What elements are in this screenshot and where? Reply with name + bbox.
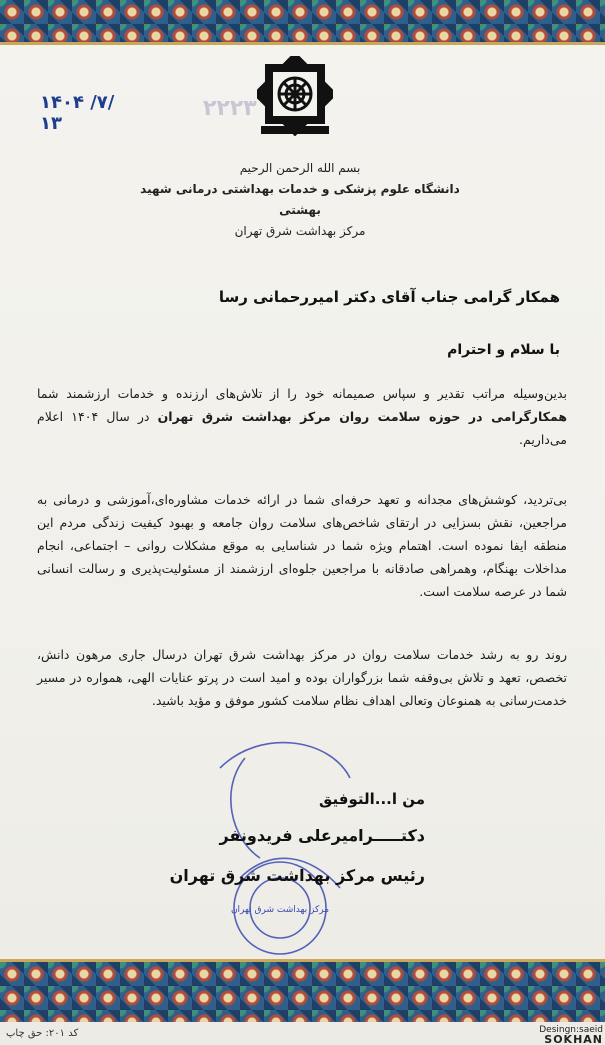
decorative-bottom-border xyxy=(0,962,605,1022)
paragraph-1-end: در سال ۱۴۰۴ اعلام می‌داریم. xyxy=(37,409,567,447)
decorative-top-border xyxy=(0,0,605,42)
letter-number-stamp: ۲۲۲۳ xyxy=(203,96,257,121)
greeting: با سلام و احترام xyxy=(447,342,560,358)
footer-code: کد ۲۰۱: حق چاپ xyxy=(6,1028,79,1039)
paragraph-1-start: بدین‌وسیله مراتب تقدیر و سپاس صمیمانه خود را از تلاش‌های ارزنده و خدمات ارزشمند شما xyxy=(37,386,567,401)
designer-credit: Desingn:saeid xyxy=(539,1025,603,1035)
signer-title: رئیس مرکز بهداشت شرق تهران xyxy=(169,866,425,885)
letter-date: ۱۴۰۴ /۷/ ۱۳ xyxy=(40,92,115,134)
letter-header xyxy=(120,158,480,242)
center-name: مرکز بهداشت شرق تهران xyxy=(234,224,366,238)
paragraph-2: بی‌تردید، کوشش‌های مجدانه و تعهد حرفه‌ای شما در ارائه خدمات مشاوره‌ای،آموزشی و درمانی به مراجعین، نقش بسزایی در ارتقای شاخص‌های سلامت روان جامعه و بهبود کیفیت زندگی مردم این منطقه ایفا نموده است. اهتمام ویژه شما در شناسایی به موقع مشکلات روانی – اجتماعی، انجام مداخلات بهنگام، وهمراهی صادقانه با مراجعین جلوه‌ای ارزشمند از مسئولیت‌پذیری و رسالت انسانی شما در عرصه سلامت است. xyxy=(37,492,567,599)
footer-designer xyxy=(539,1025,603,1045)
seal-text: مرکز بهداشت شرق تهران xyxy=(230,905,330,915)
paragraph-1-bold: همکارگرامی در حوزه سلامت روان مرکز بهداشت شرق تهران xyxy=(157,409,567,424)
brand-name: SOKHAN xyxy=(544,1033,603,1045)
top-border-line xyxy=(0,42,605,45)
paragraph-3: روند رو به رشد خدمات سلامت روان در مرکز بهداشت شرق تهران درسال جاری مرهون دانش، تخصص، تعهد و تلاش بی‌وقفه شما بزرگواران بوده و امید است در پرتو عنایات الهی، همواره در مسیر خدمت‌رسانی به همنوعان وتعالی اهداف نظام سلامت کشور موفق و مؤید باشید. xyxy=(37,647,567,708)
recipient-line: همکار گرامی جناب آقای دکتر امیررحمانی رسا xyxy=(218,288,560,306)
university-name: دانشگاه علوم پزشکی و خدمات بهداشتی درمانی شهید بهشتی xyxy=(140,182,460,217)
closing-phrase: من ا...التوفیق xyxy=(318,790,425,808)
university-logo-icon xyxy=(257,56,333,136)
basmala: بسم الله الرحمن الرحیم xyxy=(239,161,361,175)
paragraph-1 xyxy=(37,382,567,451)
signer-name: دکتـــــرامیرعلی فریدونفر xyxy=(219,826,425,845)
